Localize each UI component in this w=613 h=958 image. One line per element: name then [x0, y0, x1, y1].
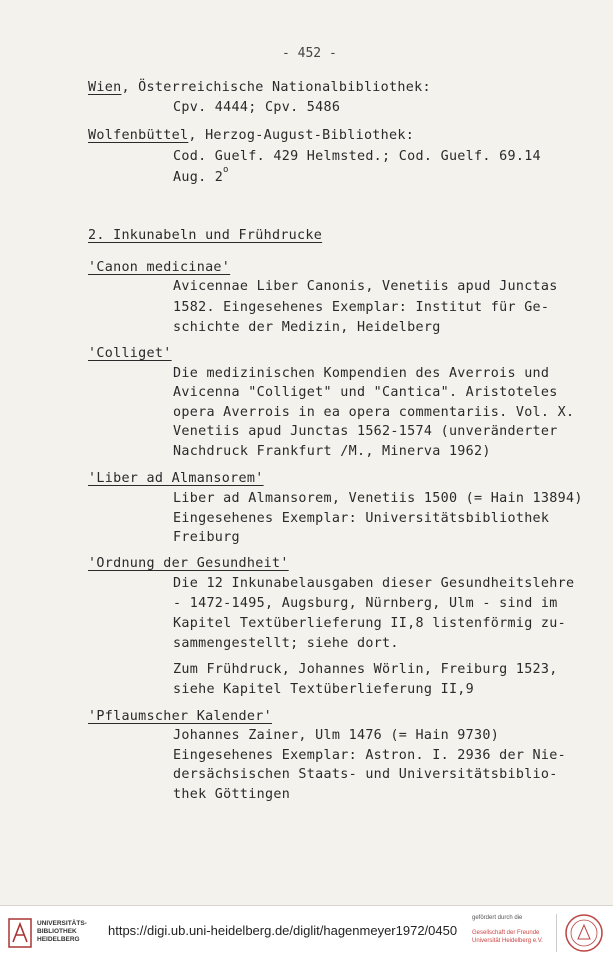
text-line	[173, 279, 558, 294]
text-line	[173, 444, 491, 459]
text-line	[173, 662, 558, 677]
line-text: Avicennae Liber Canonis, Venetiis apud Junctas	[173, 279, 558, 294]
text-line	[173, 728, 499, 743]
line-text: schichte der Medizin, Heidelberg	[173, 320, 441, 335]
society-name: Gesellschaft der Freunde Universität Heidelberg e.V.	[472, 930, 543, 944]
library-name: UNIVERSITÄTS- BIBLIOTHEK HEIDELBERG	[37, 920, 87, 943]
text-line	[173, 300, 549, 315]
underlined-text: 'Pflaumscher Kalender'	[88, 709, 272, 724]
line-text: , Herzog-August-Bibliothek:	[188, 128, 415, 143]
underlined-text: Wien	[88, 80, 122, 95]
line-text: Avicenna "Colliget" und "Cantica". Aristoteles	[173, 385, 558, 400]
line-text: - 1472-1495, Augsburg, Nürnberg, Ulm - sind im	[173, 596, 558, 611]
underlined-text: 'Colliget'	[88, 346, 172, 361]
line-text: Aug. 2	[173, 170, 224, 185]
entry-title-almansorem	[88, 471, 264, 486]
underlined-text: 'Ordnung der Gesundheit'	[88, 556, 289, 571]
underlined-text: 'Liber ad Almansorem'	[88, 471, 264, 486]
line-text: Eingesehenes Exemplar: Universitätsbibliothek	[173, 511, 550, 526]
line-text: Eingesehenes Exemplar: Astron. I. 2936 der Nie-	[173, 748, 567, 763]
text-line	[173, 170, 223, 185]
text-line	[173, 616, 566, 631]
entry-title-kalender	[88, 709, 272, 724]
text-line	[173, 149, 541, 164]
entry-title-colliget	[88, 346, 172, 361]
text-line	[173, 385, 558, 400]
text-line	[173, 682, 474, 697]
text-line	[173, 424, 558, 439]
superscript: o	[223, 165, 229, 175]
underlined-text: Wolfenbüttel	[88, 128, 189, 143]
text-line	[173, 636, 399, 651]
text-line	[173, 530, 240, 545]
line-text: Johannes Zainer, Ulm 1476 (= Hain 9730)	[173, 728, 500, 743]
text-line	[173, 366, 549, 381]
text-line	[173, 405, 574, 420]
citation-link[interactable]: https://digi.ub.uni-heidelberg.de/diglit/hagenmeyer1972/0450	[108, 923, 458, 938]
footer-divider	[556, 914, 557, 952]
funded-by-label: gefördert durch die	[472, 915, 523, 921]
line-text: sammengestellt; siehe dort.	[173, 636, 399, 651]
line-text: dersächsischen Staats- und Universitätsbiblio-	[173, 767, 558, 782]
line-text: 1582. Eingesehenes Exemplar: Institut für Ge-	[173, 300, 550, 315]
university-seal-icon	[564, 913, 604, 953]
page-number: - 452 -	[282, 46, 337, 61]
underlined-text: 'Canon medicinae'	[88, 260, 231, 275]
entry-title-ordnung	[88, 556, 289, 571]
text-line	[173, 787, 290, 802]
line-text: Cpv. 4444; Cpv. 5486	[173, 100, 341, 115]
line-text: opera Averrois in ea opera commentariis. Vol. X.	[173, 405, 575, 420]
line-text: Die medizinischen Kompendien des Averrois und	[173, 366, 550, 381]
text-line	[173, 100, 340, 115]
text-line	[173, 748, 566, 763]
viewer-footer	[0, 905, 613, 958]
text-line	[173, 596, 558, 611]
line-text: , Österreichische Nationalbibliothek:	[121, 80, 431, 95]
underlined-text: 2. Inkunabeln und Frühdrucke	[88, 228, 323, 243]
text-line-wien	[88, 80, 431, 95]
line-text: Kapitel Textüberlieferung II,8 listenförmig zu-	[173, 616, 567, 631]
line-text: Venetiis apud Junctas 1562-1574 (unveränderter	[173, 424, 558, 439]
text-line	[173, 320, 441, 335]
line-text: Zum Frühdruck, Johannes Wörlin, Freiburg 1523,	[173, 662, 558, 677]
line-text: Freiburg	[173, 530, 240, 545]
line-text: Liber ad Almansorem, Venetiis 1500 (= Hain 13894)	[173, 491, 583, 506]
library-logo-icon	[8, 918, 32, 948]
line-text: Die 12 Inkunabelausgaben dieser Gesundheitslehre	[173, 576, 575, 591]
line-text: thek Göttingen	[173, 787, 291, 802]
text-line	[173, 491, 583, 506]
line-text: siehe Kapitel Textüberlieferung II,9	[173, 682, 475, 697]
text-line-wolfenbuettel	[88, 128, 414, 143]
text-line	[173, 767, 558, 782]
text-line	[173, 576, 574, 591]
line-text: Cod. Guelf. 429 Helmsted.; Cod. Guelf. 69.14	[173, 149, 541, 164]
entry-title-canon	[88, 260, 230, 275]
text-line	[173, 511, 549, 526]
line-text: Nachdruck Frankfurt /M., Minerva 1962)	[173, 444, 491, 459]
section-heading	[88, 228, 322, 243]
